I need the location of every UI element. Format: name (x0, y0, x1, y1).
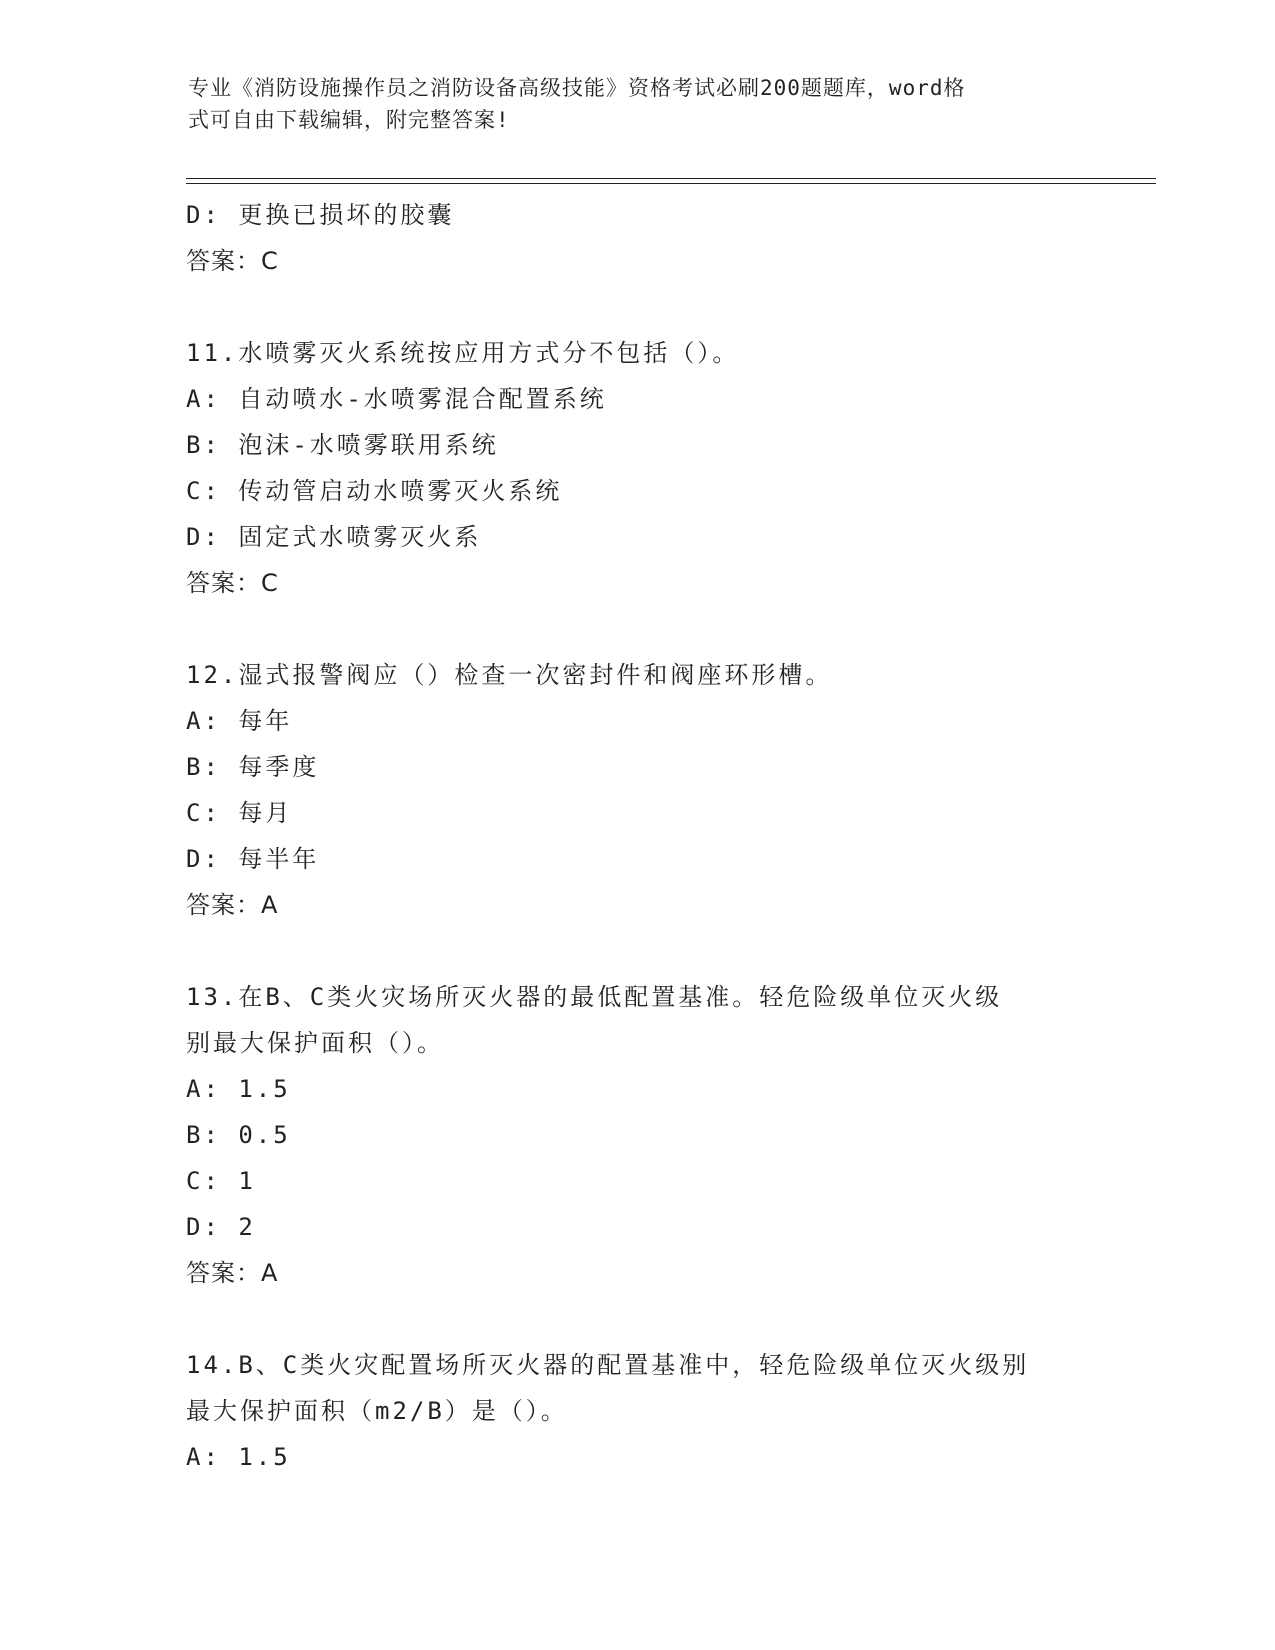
option-a: A: 1.5 (186, 1443, 291, 1471)
option-c: C: 传动管启动水喷雾灭火系统 (186, 477, 563, 505)
header-divider-bottom (186, 183, 1156, 184)
question-stem-line-1: 14.B、C类火灾配置场所灭火器的配置基准中，轻危险级单位灭火级别 (186, 1351, 1030, 1379)
option-d: D: 每半年 (186, 845, 320, 873)
option-a: A: 每年 (186, 707, 293, 735)
option-d: D: 更换已损坏的胶囊 (186, 201, 455, 229)
question-11 (186, 330, 1086, 606)
option-b: B: 泡沫-水喷雾联用系统 (186, 431, 499, 459)
answer-text: 答案：C (186, 247, 279, 275)
header-line-1: 专业《消防设施操作员之消防设备高级技能》资格考试必刷200题题库，word格 (188, 76, 966, 100)
option-d: D: 2 (186, 1213, 256, 1241)
option-a: A: 自动喷水-水喷雾混合配置系统 (186, 385, 607, 413)
question-stem-line-2: 最大保护面积（m2/B）是（）。 (186, 1397, 568, 1425)
question-stem: 12.湿式报警阀应（）检查一次密封件和阀座环形槽。 (186, 661, 833, 689)
document-header (188, 72, 1088, 136)
header-line-2: 式可自由下载编辑，附完整答案! (188, 108, 510, 132)
option-d: D: 固定式水喷雾灭火系 (186, 523, 482, 551)
option-b: B: 0.5 (186, 1121, 291, 1149)
question-list (186, 192, 1086, 1480)
answer-text: 答案：A (186, 1259, 279, 1287)
option-b: B: 每季度 (186, 753, 320, 781)
option-c: C: 1 (186, 1167, 256, 1195)
spacer (186, 606, 1086, 652)
question-14 (186, 1342, 1086, 1480)
question-13 (186, 974, 1086, 1296)
question-stem: 11.水喷雾灭火系统按应用方式分不包括（）。 (186, 339, 740, 367)
option-a: A: 1.5 (186, 1075, 291, 1103)
question-stem-line-2: 别最大保护面积（）。 (186, 1029, 444, 1057)
answer-text: 答案：C (186, 569, 279, 597)
question-12 (186, 652, 1086, 928)
answer-text: 答案：A (186, 891, 279, 919)
spacer (186, 928, 1086, 974)
option-c: C: 每月 (186, 799, 293, 827)
header-divider-top (186, 178, 1156, 179)
spacer (186, 284, 1086, 330)
question-stem-line-1: 13.在B、C类火灾场所灭火器的最低配置基准。轻危险级单位灭火级 (186, 983, 1003, 1011)
spacer (186, 1296, 1086, 1342)
